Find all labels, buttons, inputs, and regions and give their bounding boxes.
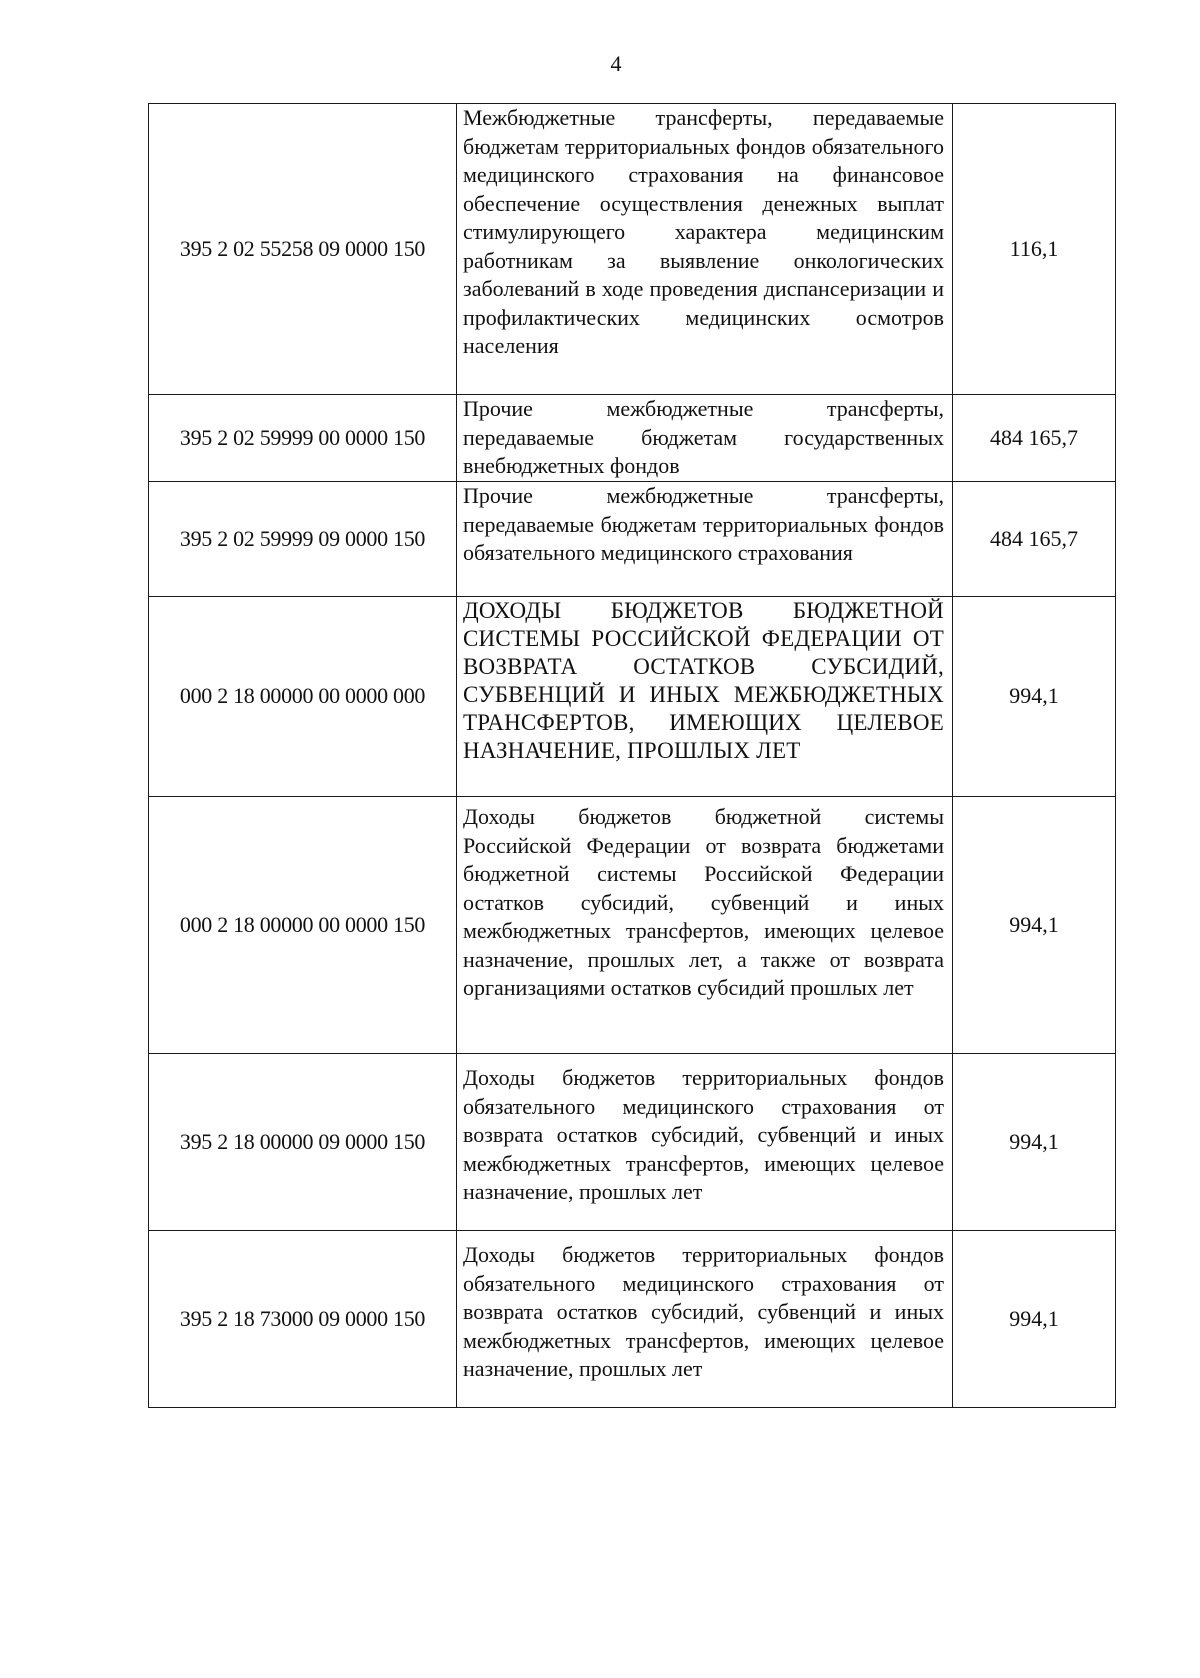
budget-code-cell: 395 2 18 73000 09 0000 150 — [149, 1231, 457, 1408]
budget-code-cell: 000 2 18 00000 00 0000 150 — [149, 797, 457, 1054]
table-row — [149, 395, 1116, 482]
revenue-name-cell: Прочие межбюджетные трансферты, передаваемые бюджетам территориальных фондов обязательного медицинского страхования — [457, 482, 953, 597]
table-row — [149, 104, 1116, 395]
budget-revenue-table — [148, 103, 1116, 1408]
budget-code-cell: 395 2 18 00000 09 0000 150 — [149, 1054, 457, 1231]
page-number: 4 — [610, 51, 622, 76]
revenue-name-cell: ДОХОДЫ БЮДЖЕТОВ БЮДЖЕТНОЙ СИСТЕМЫ РОССИЙСКОЙ ФЕДЕРАЦИИ ОТ ВОЗВРАТА ОСТАТКОВ СУБСИДИЙ, СУБВЕНЦИЙ И ИНЫХ МЕЖБЮДЖЕТНЫХ ТРАНСФЕРТОВ, ИМЕЮЩИХ ЦЕЛЕВОЕ НАЗНАЧЕНИЕ, ПРОШЛЫХ ЛЕТ — [457, 597, 953, 797]
amount-cell: 994,1 — [953, 1054, 1116, 1231]
revenue-name-cell: Доходы бюджетов бюджетной системы Российской Федерации от возврата бюджетами бюджетной системы Российской Федерации остатков субсидий, субвенций и иных межбюджетных трансфертов, имеющих целевое назначение, прошлых лет, а также от возврата организациями остатков субсидий прошлых лет — [457, 797, 953, 1054]
amount-cell: 994,1 — [953, 797, 1116, 1054]
budget-code-cell: 395 2 02 55258 09 0000 150 — [149, 104, 457, 395]
amount-cell: 484 165,7 — [953, 395, 1116, 482]
table-row — [149, 597, 1116, 797]
amount-cell: 994,1 — [953, 597, 1116, 797]
budget-code-cell: 395 2 02 59999 09 0000 150 — [149, 482, 457, 597]
amount-cell: 116,1 — [953, 104, 1116, 395]
table-row — [149, 1054, 1116, 1231]
revenue-name-cell: Доходы бюджетов территориальных фондов обязательного медицинского страхования от возврата остатков субсидий, субвенций и иных межбюджетных трансфертов, имеющих целевое назначение, прошлых лет — [457, 1231, 953, 1408]
amount-cell: 484 165,7 — [953, 482, 1116, 597]
table-row — [149, 797, 1116, 1054]
budget-code-cell: 000 2 18 00000 00 0000 000 — [149, 597, 457, 797]
budget-code-cell: 395 2 02 59999 00 0000 150 — [149, 395, 457, 482]
table-row — [149, 482, 1116, 597]
amount-cell: 994,1 — [953, 1231, 1116, 1408]
table-row — [149, 1231, 1116, 1408]
revenue-name-cell: Межбюджетные трансферты, передаваемые бюджетам территориальных фондов обязательного медицинского страхования на финансовое обеспечение осуществления денежных выплат стимулирующего характера медицинским работникам за выявление онкологических заболеваний в ходе проведения диспансеризации и профилактических медицинских осмотров населения — [457, 104, 953, 395]
revenue-name-cell: Прочие межбюджетные трансферты, передаваемые бюджетам государственных внебюджетных фондов — [457, 395, 953, 482]
revenue-name-cell: Доходы бюджетов территориальных фондов обязательного медицинского страхования от возврата остатков субсидий, субвенций и иных межбюджетных трансфертов, имеющих целевое назначение, прошлых лет — [457, 1054, 953, 1231]
